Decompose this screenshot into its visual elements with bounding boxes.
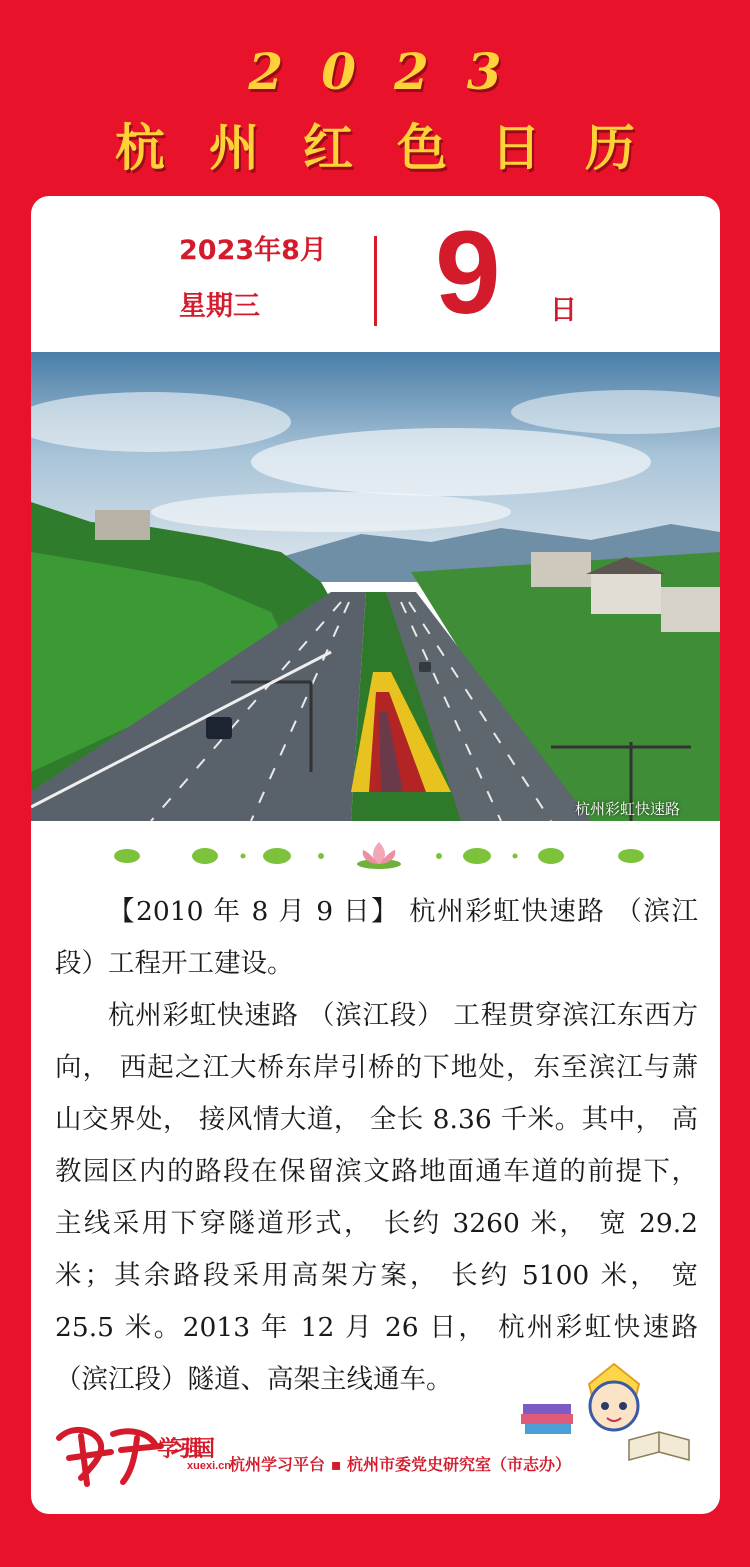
xuexi-logo [51, 1418, 251, 1490]
logo-url: xuexi.cn [187, 1460, 232, 1472]
road-photo [31, 352, 720, 821]
book-mascot-icon [519, 1356, 694, 1466]
footer-credits: 杭州学习平台 ▪ 杭州市委党史研究室（市志办） [229, 1455, 571, 1474]
day-number: 9 [435, 207, 501, 339]
logo-text: 学习强国 [157, 1437, 206, 1462]
photo-caption: 杭州彩虹快速路 [574, 800, 680, 818]
date-year-month: 2023年8月 [179, 235, 327, 266]
header-year: 2023 [248, 42, 540, 101]
article-paragraph: 【2010 年 8 月 9 日】 杭州彩虹快速路 （滨江段）工程开工建设。 [55, 896, 698, 979]
lotus-icon [357, 842, 401, 869]
day-suffix: 日 [550, 295, 577, 326]
date-weekday: 星期三 [179, 291, 260, 322]
lotus-divider [31, 836, 720, 876]
calendar-card [31, 196, 720, 1514]
article-body [55, 886, 698, 1406]
article-paragraph: 杭州彩虹快速路 （滨江段） 工程贯穿滨江东西方向， 西起之江大桥东岸引桥的下地处，东至滨江与萧山交界处， 接风情大道， 全长 8.36 千米。其中， 高教园区内的路段在保留滨文路地面通车道的前提下， 主线采用下穿隧道形式， 长约 3260 米， 宽 29.2 米；其余路段采用高架方案， 长约 5100 米， 宽 25.5 米。2013 年 12 月 26 日， 杭州彩虹快速路 （滨江段）隧道、高架主线通车。 [55, 1000, 698, 1395]
expressway-illustration [31, 352, 720, 821]
header-title: 杭州红色日历 [115, 118, 679, 177]
date-divider [374, 236, 377, 326]
